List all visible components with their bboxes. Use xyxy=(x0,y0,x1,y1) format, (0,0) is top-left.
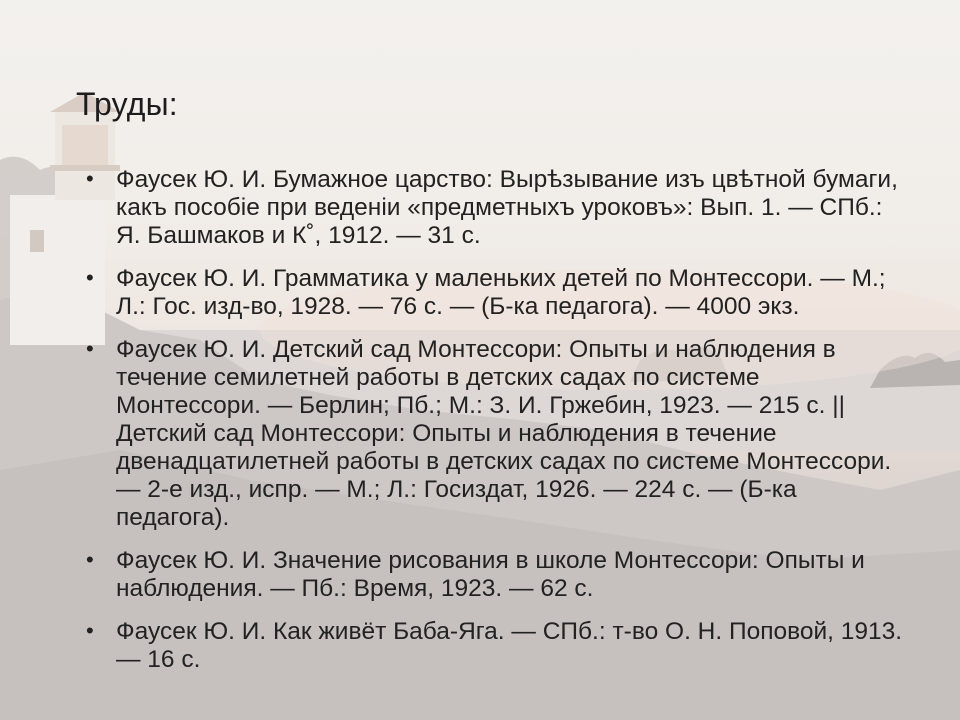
slide-title: Труды: xyxy=(76,86,178,122)
list-item-text: Фаусек Ю. И. Значение рисования в школе Монтессори: Опыты и наблюдения. — Пб.: Время, 1923. — 62 с. xyxy=(116,547,865,602)
list-item-text: Фаусек Ю. И. Грамматика у маленьких детей по Монтессори. — М.; Л.: Гос. изд-во, 1928. — 76 с. — (Б-ка педагога). — 4000 экз. xyxy=(116,265,886,320)
bullet-icon: • xyxy=(86,166,94,191)
list-item xyxy=(86,336,906,532)
list-item xyxy=(86,265,906,321)
bullet-icon: • xyxy=(86,618,94,643)
bullet-icon: • xyxy=(86,336,94,361)
list-item xyxy=(86,166,906,250)
bullet-icon: • xyxy=(86,265,94,290)
works-list xyxy=(86,166,906,689)
list-item-text: Фаусек Ю. И. Бумажное царство: Вырѣзывание изъ цвѣтной бумаги, какъ пособіе при веденіи «предметныхъ уроковъ»: Вып. 1. — СПб.: Я. Башмаков и К˚, 1912. — 31 с. xyxy=(116,166,898,249)
list-item-text: Фаусек Ю. И. Как живёт Баба-Яга. — СПб.: т-во О. Н. Поповой, 1913. — 16 с. xyxy=(116,618,903,673)
list-item xyxy=(86,547,906,603)
bullet-icon: • xyxy=(86,547,94,572)
list-item-text: Фаусек Ю. И. Детский сад Монтессори: Опыты и наблюдения в течение семилетней работы в детских садах по системе Монтессори. — Берлин; Пб.; М.: З. И. Гржебин, 1923. — 215 с. || Детский сад Монтессори: Опыты и наблюдения в течение двенадцатилетней работы в детских садах по системе Монтессори. — 2-е изд., испр. — М.; Л.: Госиздат, 1926. — 224 с. — (Б-ка педагога). xyxy=(116,336,892,531)
list-item xyxy=(86,618,906,674)
